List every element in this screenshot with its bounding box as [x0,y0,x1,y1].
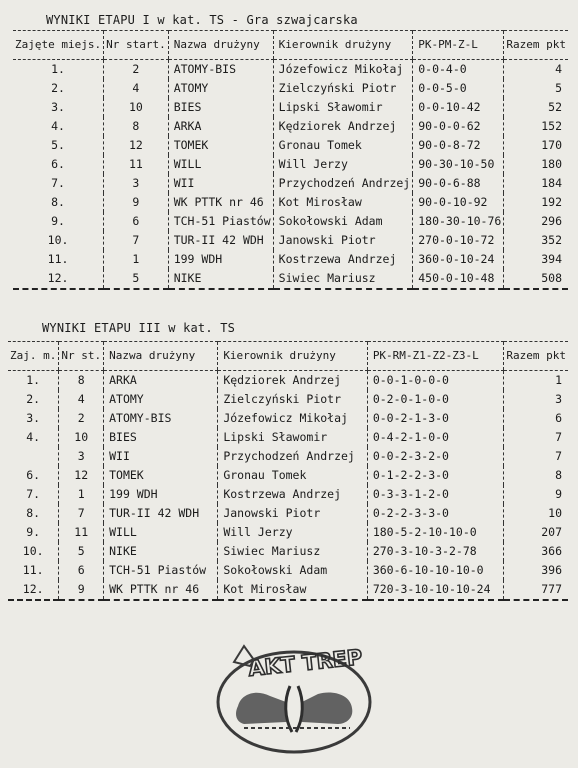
cell-leader: Przychodzeń Andrzej [273,174,413,193]
cell-leader: Sokołowski Adam [273,212,413,231]
cell-total: 8 [504,466,568,485]
cell-leader: Zielczyński Piotr [273,79,413,98]
cell-nr: 12 [59,466,104,485]
cell-team: ATOMY [168,79,273,98]
cell-leader: Kostrzewa Andrzej [273,250,413,269]
cell-leader: Janowski Piotr [218,504,368,523]
table-row [13,250,568,269]
cell-total: 5 [504,79,568,98]
header-place: Zajęte miejs. [13,31,104,60]
cell-nr: 5 [59,542,104,561]
cell-leader: Siwiec Mariusz [218,542,368,561]
cell-leader: Siwiec Mariusz [273,269,413,289]
table-row [8,466,568,485]
cell-score: 90-0-8-72 [413,136,504,155]
cell-total: 180 [504,155,568,174]
akt-trep-stamp-logo [214,636,374,756]
cell-score: 0-4-2-1-0-0 [367,428,504,447]
cell-leader: Janowski Piotr [273,231,413,250]
cell-nr: 10 [59,428,104,447]
cell-team: NIKE [104,542,218,561]
cell-place: 9. [26,525,41,539]
table-row [13,136,568,155]
cell-place: 6. [26,468,41,482]
cell-nr: 4 [59,390,104,409]
stage3-results-table [8,341,568,601]
cell-place: 10. [22,544,44,558]
table-row [8,504,568,523]
cell-total: 3 [504,390,568,409]
table-row [8,485,568,504]
table2-title: WYNIKI ETAPU III w kat. TS [42,321,236,335]
cell-place: 5. [51,138,65,152]
cell-total: 7 [504,447,568,466]
cell-leader: Kostrzewa Andrzej [218,485,368,504]
cell-team: TUR-II 42 WDH [168,231,273,250]
cell-team: ARKA [168,117,273,136]
header-leader: Kierownik drużyny [218,342,368,371]
cell-team: BIES [104,428,218,447]
cell-place: 3. [26,411,41,425]
cell-nr: 6 [104,212,169,231]
cell-nr: 2 [59,409,104,428]
cell-total: 9 [504,485,568,504]
cell-leader: Kot Mirosław [273,193,413,212]
cell-leader: Will Jerzy [218,523,368,542]
stamp-text: AKT TREP [247,645,364,681]
cell-leader: Will Jerzy [273,155,413,174]
cell-score: 270-0-10-72 [413,231,504,250]
cell-nr: 6 [59,561,104,580]
cell-team: WII [168,174,273,193]
cell-place: 8. [26,506,41,520]
cell-score: 0-0-2-3-2-0 [367,447,504,466]
cell-total: 192 [504,193,568,212]
table-row [8,447,568,466]
cell-nr: 10 [104,98,169,117]
cell-leader: Lipski Sławomir [218,428,368,447]
table-row [13,117,568,136]
cell-team: TOMEK [104,466,218,485]
header-nr: Nr st. [59,342,104,371]
table-row [8,561,568,580]
cell-total: 777 [504,580,568,600]
cell-score: 0-0-2-1-3-0 [367,409,504,428]
cell-total: 352 [504,231,568,250]
cell-score: 720-3-10-10-10-24 [367,580,504,600]
cell-place [8,447,59,466]
cell-team: TCH-51 Piastów [168,212,273,231]
table-row [13,212,568,231]
cell-nr: 4 [104,79,169,98]
cell-team: NIKE [168,269,273,289]
table-row [13,155,568,174]
cell-nr: 7 [104,231,169,250]
cell-team: WK PTTK nr 46 [104,580,218,600]
cell-place: 7. [51,176,65,190]
cell-place: 2. [26,392,41,406]
cell-total: 184 [504,174,568,193]
cell-team: ARKA [104,371,218,391]
cell-nr: 11 [104,155,169,174]
cell-place: 9. [51,214,65,228]
header-total: Razem pkt [504,31,568,60]
table-row [8,580,568,600]
cell-total: 366 [504,542,568,561]
cell-place: 11. [47,252,69,266]
cell-total: 4 [504,60,568,80]
header-team: Nazwa drużyny [104,342,218,371]
cell-score: 0-2-0-1-0-0 [367,390,504,409]
cell-team: ATOMY [104,390,218,409]
cell-score: 360-0-10-24 [413,250,504,269]
stage1-results-table [13,30,568,290]
cell-total: 1 [504,371,568,391]
cell-score: 270-3-10-3-2-78 [367,542,504,561]
cell-team: TOMEK [168,136,273,155]
cell-leader: Kędziorek Andrzej [218,371,368,391]
table-row [13,269,568,289]
cell-nr: 9 [59,580,104,600]
cell-leader: Józefowicz Mikołaj [218,409,368,428]
cell-nr: 8 [104,117,169,136]
cell-leader: Józefowicz Mikołaj [273,60,413,80]
cell-nr: 1 [59,485,104,504]
cell-nr: 3 [104,174,169,193]
cell-score: 360-6-10-10-10-0 [367,561,504,580]
cell-place: 12. [8,580,59,600]
cell-score: 90-30-10-50 [413,155,504,174]
cell-leader: Gronau Tomek [273,136,413,155]
table-row [13,193,568,212]
cell-team: 199 WDH [168,250,273,269]
table-row [13,174,568,193]
header-nr: Nr start. [104,31,169,60]
cell-nr: 12 [104,136,169,155]
cell-place: 1. [26,373,41,387]
cell-team: WK PTTK nr 46 [168,193,273,212]
cell-score: 0-3-3-1-2-0 [367,485,504,504]
header-total: Razem pkt [504,342,568,371]
cell-leader: Zielczyński Piotr [218,390,368,409]
cell-place: 8. [51,195,65,209]
header-score: PK-PM-Z-L [413,31,504,60]
cell-nr: 2 [104,60,169,80]
cell-team: 199 WDH [104,485,218,504]
cell-total: 296 [504,212,568,231]
cell-place: 4. [26,430,41,444]
table-row [8,409,568,428]
cell-place: 1. [51,62,65,76]
cell-team: ATOMY-BIS [168,60,273,80]
cell-leader: Gronau Tomek [218,466,368,485]
table-row [8,523,568,542]
cell-score: 450-0-10-48 [413,269,504,289]
table-row [8,428,568,447]
cell-place: 4. [51,119,65,133]
cell-leader: Lipski Sławomir [273,98,413,117]
cell-total: 52 [504,98,568,117]
cell-leader: Kędziorek Andrzej [273,117,413,136]
table-row [13,60,568,80]
table-row [13,98,568,117]
cell-total: 152 [504,117,568,136]
cell-place: 6. [51,157,65,171]
header-score: PK-RM-Z1-Z2-Z3-L [367,342,504,371]
cell-team: TUR-II 42 WDH [104,504,218,523]
cell-team: WII [104,447,218,466]
cell-place: 12. [13,269,104,289]
cell-nr: 7 [59,504,104,523]
cell-score: 0-2-2-3-3-0 [367,504,504,523]
cell-place: 2. [51,81,65,95]
cell-score: 180-5-2-10-10-0 [367,523,504,542]
header-leader: Kierownik drużyny [273,31,413,60]
cell-place: 3. [51,100,65,114]
cell-score: 90-0-6-88 [413,174,504,193]
table-row [8,371,568,391]
cell-score: 90-0-10-92 [413,193,504,212]
cell-nr: 3 [59,447,104,466]
cell-total: 170 [504,136,568,155]
cell-score: 90-0-0-62 [413,117,504,136]
cell-score: 0-0-5-0 [413,79,504,98]
cell-team: BIES [168,98,273,117]
cell-team: ATOMY-BIS [104,409,218,428]
cell-place: 7. [26,487,41,501]
cell-score: 0-0-1-0-0-0 [367,371,504,391]
cell-team: TCH-51 Piastów [104,561,218,580]
table-row [8,390,568,409]
header-team: Nazwa drużyny [168,31,273,60]
table1-title: WYNIKI ETAPU I w kat. TS - Gra szwajcarska [46,13,358,27]
cell-score: 0-0-4-0 [413,60,504,80]
table-row [13,231,568,250]
cell-score: 0-1-2-2-3-0 [367,466,504,485]
cell-team: WILL [168,155,273,174]
cell-total: 6 [504,409,568,428]
cell-score: 0-0-10-42 [413,98,504,117]
cell-nr: 8 [59,371,104,391]
cell-total: 394 [504,250,568,269]
cell-nr: 5 [104,269,169,289]
cell-place: 10. [47,233,69,247]
cell-nr: 1 [104,250,169,269]
cell-team: WILL [104,523,218,542]
table-row [8,542,568,561]
cell-total: 7 [504,428,568,447]
table-row [13,79,568,98]
cell-total: 10 [504,504,568,523]
cell-leader: Sokołowski Adam [218,561,368,580]
cell-total: 396 [504,561,568,580]
header-place: Zaj. m. [8,342,59,371]
cell-total: 207 [504,523,568,542]
cell-nr: 11 [59,523,104,542]
cell-total: 508 [504,269,568,289]
cell-score: 180-30-10-76 [413,212,504,231]
cell-place: 11. [22,563,44,577]
cell-leader: Przychodzeń Andrzej [218,447,368,466]
cell-leader: Kot Mirosław [218,580,368,600]
cell-nr: 9 [104,193,169,212]
